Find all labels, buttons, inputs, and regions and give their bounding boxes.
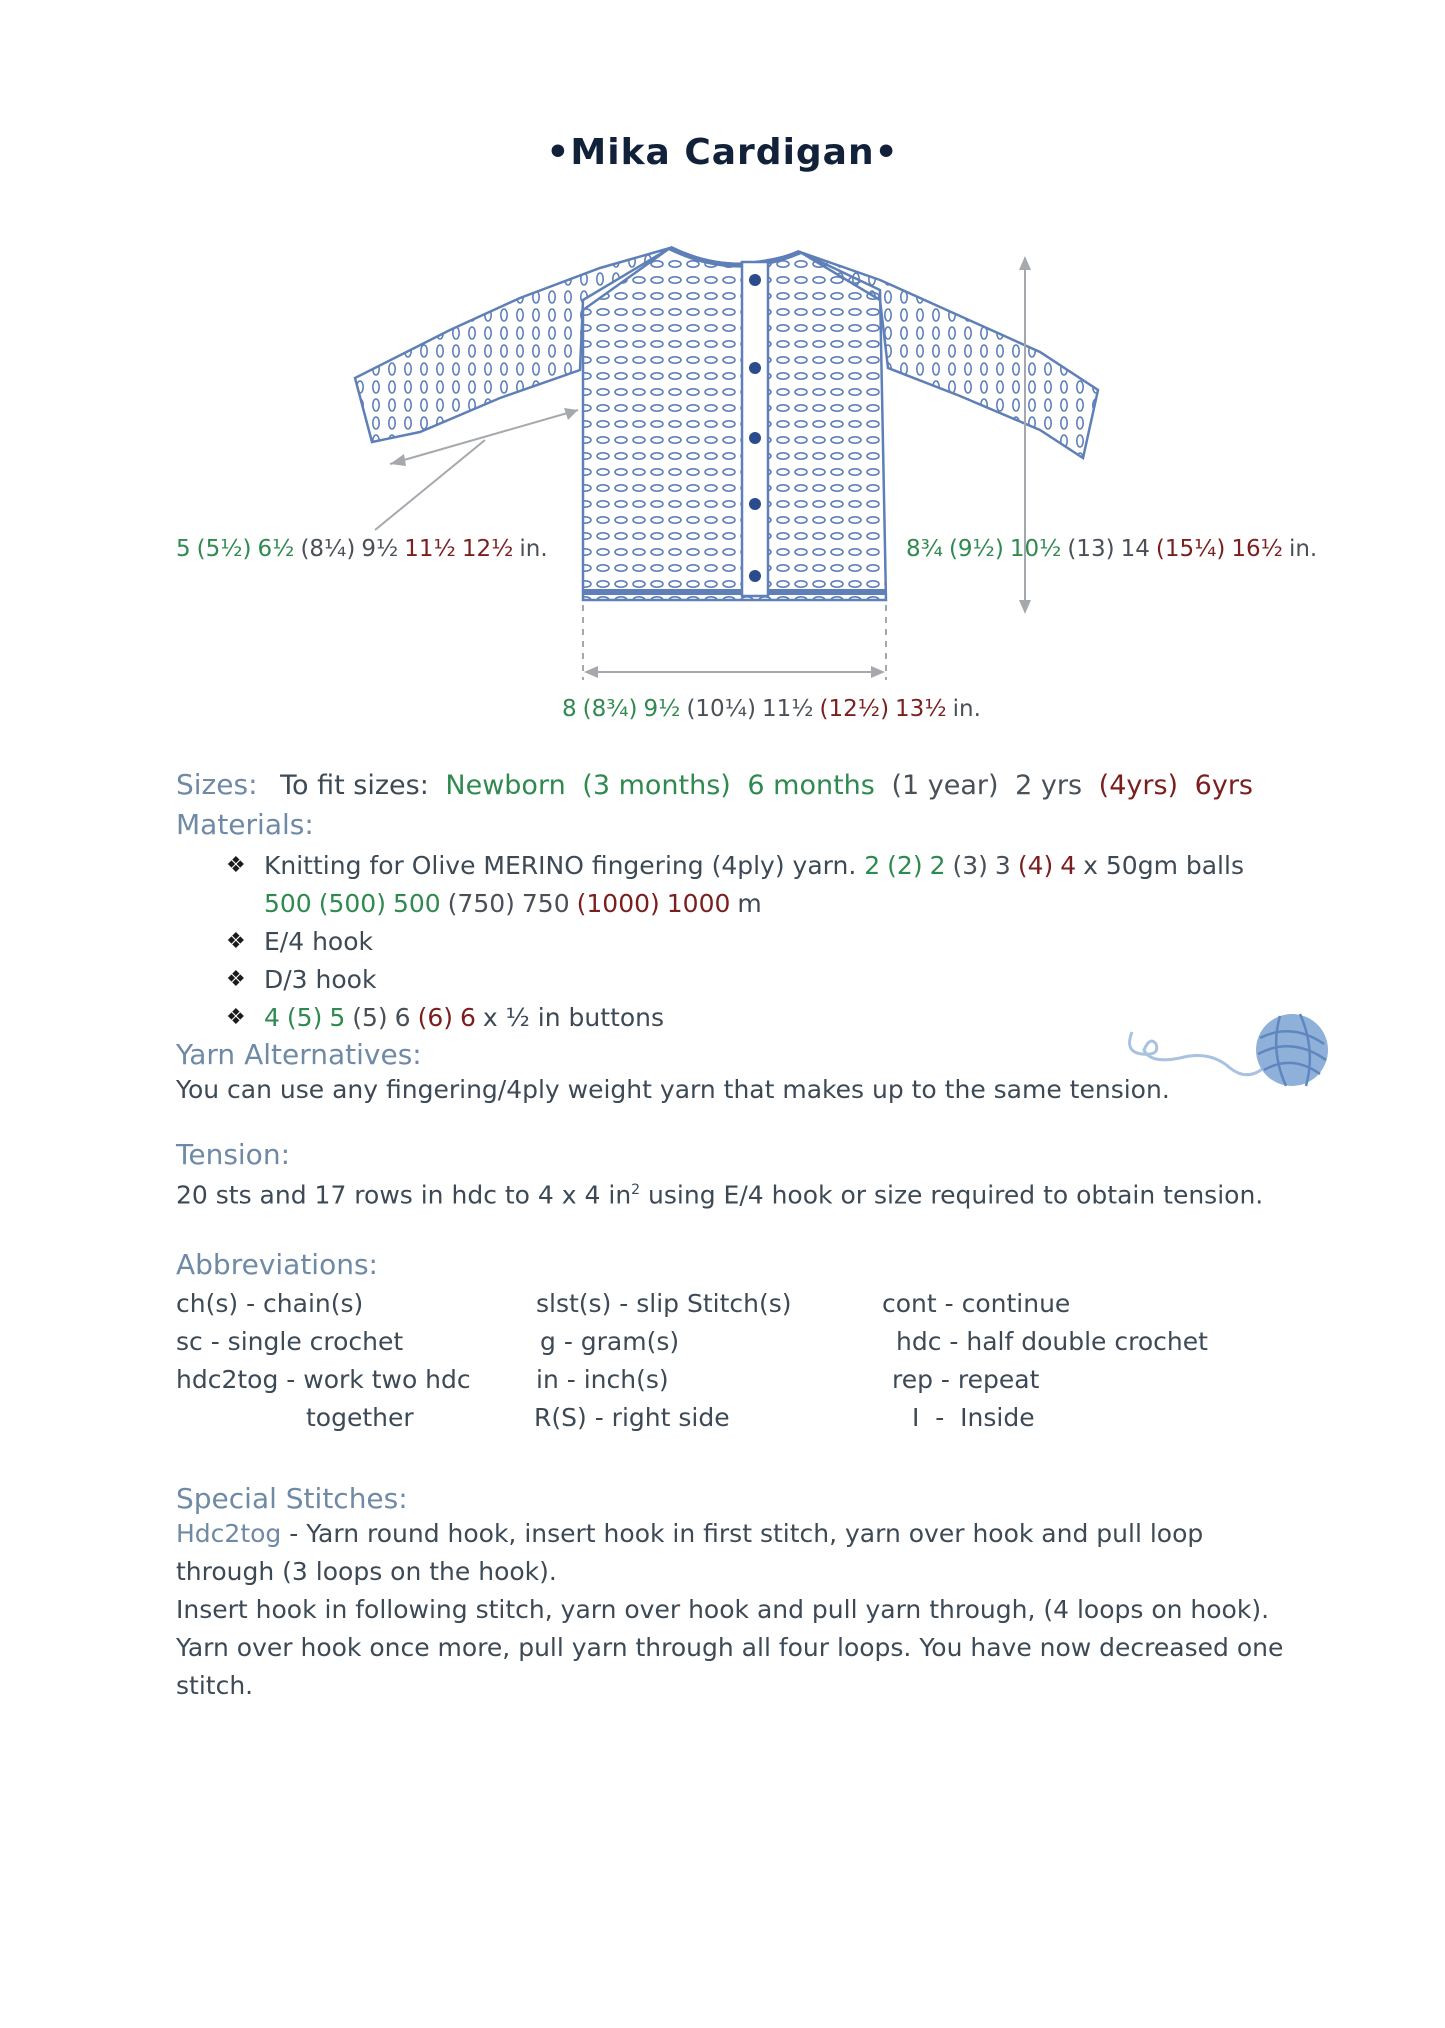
button-icon [749,432,761,444]
meas-value: 9½ [643,696,681,722]
abbreviations-grid [176,1285,1326,1445]
hook-e4: E/4 hook [264,927,373,956]
special-stitches-section [176,1482,1306,1705]
list-item [226,923,1326,961]
meas-unit: in. [1288,536,1318,562]
tension-heading: Tension: [176,1138,290,1171]
hook-d3: D/3 hook [264,965,377,994]
button-icon [749,274,761,286]
meas-value: 9½ [361,536,399,562]
abbreviations-section [176,1248,1326,1445]
yarn-balls-value: 3 [994,851,1011,880]
meas-value: (12½) [819,696,890,722]
abbreviation-item: R(S) - right side [534,1403,730,1432]
diamond-bullet-icon: ❖ [226,1005,246,1030]
meas-unit: in. [519,536,548,562]
meas-value: 5 [176,536,191,562]
yarn-meters-value: 500 [264,889,312,918]
abbreviation-item: in - inch(s) [536,1365,669,1394]
yarn-alternatives-section [176,1038,1326,1109]
abbreviation-item: g - gram(s) [540,1327,680,1356]
button-icon [749,498,761,510]
yarn-meters-value: 1000 [666,889,731,918]
yarn-balls-value: 2 [864,851,881,880]
tension-superscript: 2 [631,1182,641,1198]
sleeve-measurement [176,536,554,562]
tension-text-rest: using E/4 hook or size required to obtain tension. [640,1180,1264,1210]
meas-value: 6½ [257,536,295,562]
diamond-bullet-icon: ❖ [226,853,246,878]
meas-value: 13½ [895,696,947,722]
yarn-balls-value: (4) [1017,851,1054,880]
sizes-section [176,768,1261,801]
yarn-meters-value: (750) [447,889,515,918]
meas-value: 12½ [461,536,514,562]
buttons-value: 6 [459,1003,476,1032]
yarn-alternatives-text: You can use any fingering/4ply weight yarn that makes up to the same tension. [176,1075,1170,1104]
special-stitch-line1 [176,1515,1306,1591]
stitch-term: Hdc2tog [176,1519,282,1548]
abbreviation-item: cont - continue [882,1289,1071,1318]
buttons-value: 5 [329,1003,346,1032]
buttons-value: 4 [264,1003,280,1032]
sizes-heading: Sizes: [176,768,258,801]
meas-value: 11½ [761,696,814,722]
page-title: •Mika Cardigan• [546,132,899,173]
width-measurement [562,696,987,722]
meas-value: 11½ [404,536,456,562]
buttons-value: (6) [417,1003,453,1032]
abbreviations-heading: Abbreviations: [176,1248,378,1281]
size-value: (4yrs) [1098,770,1179,801]
button-icon [749,570,761,582]
meas-value: 8¾ [906,536,943,562]
abbreviation-item: rep - repeat [892,1365,1040,1394]
length-measurement [906,536,1323,562]
meas-value: 8 [562,696,577,722]
sizes-lead: To fit sizes: [280,770,429,801]
buttons-unit: x ½ in buttons [482,1003,665,1032]
size-value: (3 months) [582,770,731,801]
special-stitch-line2: Insert hook in following stitch, yarn over hook and pull yarn through, (4 loops on hook). Yarn over hook once more, pull yarn through all four loops. You have now decreased one stitch. [176,1595,1284,1700]
yarn-meters-unit: m [737,889,762,918]
cardigan-body [583,248,886,600]
stitch-description: - Yarn round hook, insert hook in first stitch, yarn over hook and pull loop through (3 loops on the hook). [176,1519,1204,1586]
yarn-alternatives-heading: Yarn Alternatives: [176,1038,422,1071]
buttons-value: 6 [394,1003,411,1032]
abbreviation-item: slst(s) - slip Stitch(s) [536,1289,792,1318]
special-stitches-heading: Special Stitches: [176,1482,408,1515]
yarn-meters-value: 500 [392,889,441,918]
meas-value: (5½) [196,536,252,562]
yarn-balls-unit: x 50gm balls [1083,851,1244,880]
size-value: 2 yrs [1015,770,1083,801]
yarn-balls-value: (3) [952,851,988,880]
meas-value: (10¼) [686,696,756,722]
abbreviation-item: together [306,1403,414,1432]
abbreviation-item: ch(s) - chain(s) [176,1289,364,1318]
button-icon [749,362,761,374]
yarn-balls-value: (2) [887,851,923,880]
size-value: (1 year) [891,770,999,801]
yarn-label: Knitting for Olive MERINO fingering (4ply) yarn. [264,851,857,880]
list-item [226,847,1326,923]
size-value: 6yrs [1194,770,1253,801]
abbreviation-item: hdc - half double crochet [896,1327,1208,1356]
cardigan-sketch [0,0,1445,760]
meas-value: (8¼) [300,536,356,562]
meas-unit: in. [952,696,981,722]
yarn-meters-value: (1000) [576,889,660,918]
materials-heading: Materials: [176,808,314,841]
button-band [742,262,768,596]
meas-value: (8¾) [582,696,638,722]
meas-value: (13) [1067,536,1115,562]
diamond-bullet-icon: ❖ [226,967,246,992]
abbreviation-item: hdc2tog - work two hdc [176,1365,471,1394]
tension-text [176,1171,1376,1214]
buttons-value: (5) [286,1003,323,1032]
abbreviation-item: sc - single crochet [176,1327,404,1356]
buttons-value: (5) [352,1003,388,1032]
meas-value: 10½ [1009,536,1062,562]
abbreviation-item: I - Inside [912,1403,1035,1432]
meas-value: (9½) [948,536,1004,562]
tension-text-main: 20 sts and 17 rows in hdc to 4 x 4 in [176,1180,632,1210]
yarn-meters-value: (500) [318,889,386,918]
meas-value: 14 [1120,536,1150,562]
yarn-balls-value: 4 [1060,851,1077,880]
meas-value: (15¼) [1155,536,1226,562]
yarn-balls-value: 2 [929,851,946,880]
size-value: 6 months [747,770,875,801]
size-value: Newborn [445,770,566,801]
meas-value: 16½ [1231,536,1283,562]
yarn-meters-value: 750 [521,889,570,918]
diamond-bullet-icon: ❖ [226,929,246,954]
tension-section [176,1138,1376,1214]
